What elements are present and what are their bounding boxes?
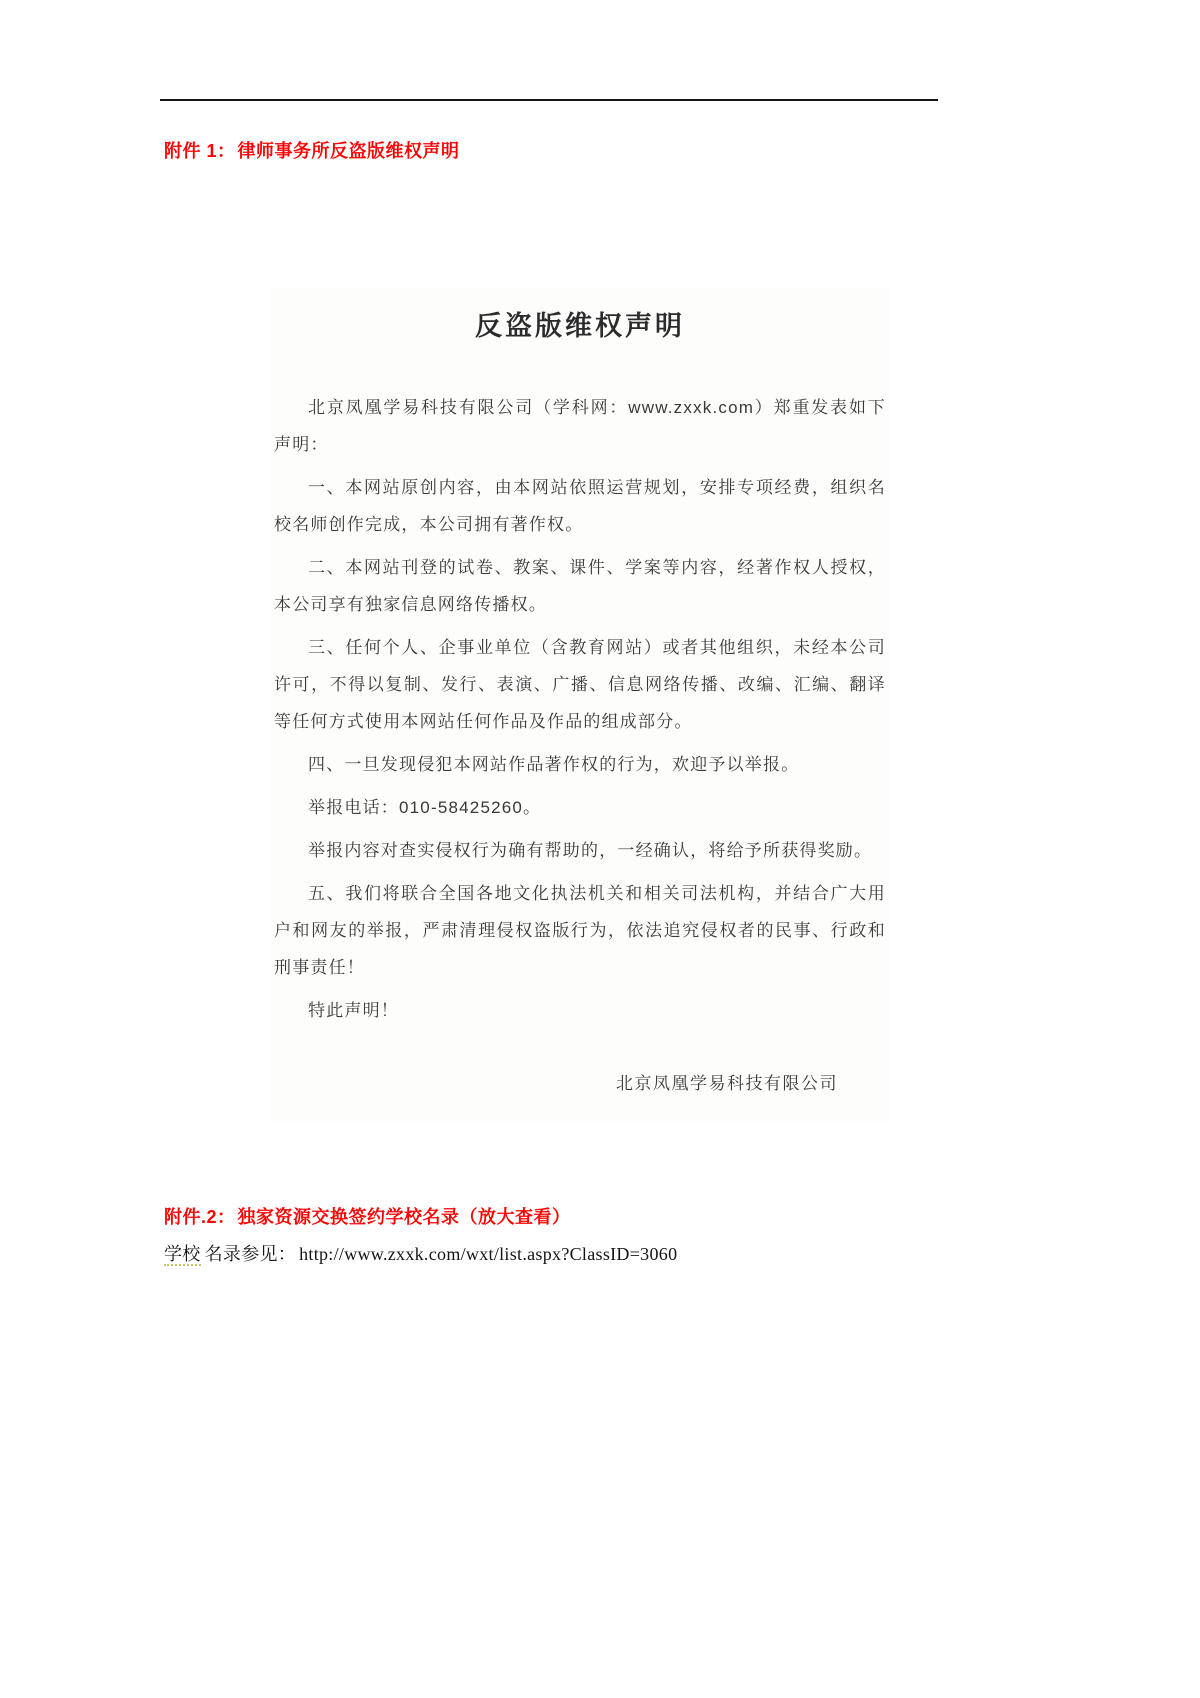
attachment1-label: 附件 1： [164,141,236,161]
attachment2-title: 独家资源交换签约学校名录（放大查看） [237,1207,571,1227]
statement-intro-paragraph: 北京凤凰学易科技有限公司（学科网：www.zxxk.com）郑重发表如下声明： [274,398,886,454]
statement-paragraph-4: 四、一旦发现侵犯本网站作品著作权的行为，欢迎予以举报。 [308,755,800,774]
school-list-url: http://www.zxxk.com/wxt/list.aspx?ClassID=3060 [299,1244,678,1264]
attachment1-title: 律师事务所反盗版维权声明 [237,141,460,161]
school-list-reference [164,1240,677,1266]
attachment2-heading [164,1203,571,1229]
statement-paragraph-1: 一、本网站原创内容，由本网站依照运营规划，安排专项经费，组织名校名师创作完成，本公司拥有著作权。 [274,478,886,534]
attachment1-heading [164,137,460,163]
report-phone-line: 举报电话：010-58425260。 [308,798,542,817]
statement-scan-image [270,288,890,1122]
reference-text: 名录参见： [204,1244,297,1264]
statement-paragraph-2: 二、本网站刊登的试卷、教案、课件、学案等内容，经著作权人授权，本公司享有独家信息网络传播权。 [274,558,886,614]
statement-paragraph-5: 五、我们将联合全国各地文化执法机关和相关司法机构，并结合广大用户和网友的举报，严肃清理侵权盗版行为，依法追究侵权者的民事、行政和刑事责任！ [274,884,886,977]
header-divider [160,99,938,101]
statement-title: 反盗版维权声明 [475,311,685,341]
school-word: 学校 [164,1244,201,1264]
report-reward-line: 举报内容对查实侵权行为确有帮助的，一经确认，将给予所获得奖励。 [308,841,873,860]
statement-paragraph-3: 三、任何个人、企事业单位（含教育网站）或者其他组织，未经本公司许可，不得以复制、发行、表演、广播、信息网络传播、改编、汇编、翻译等任何方式使用本网站任何作品及作品的组成部分。 [274,638,886,731]
statement-closing-line: 特此声明！ [308,1001,399,1020]
statement-signature: 北京凤凰学易科技有限公司 [616,1074,838,1093]
attachment2-label: 附件.2： [164,1207,236,1227]
